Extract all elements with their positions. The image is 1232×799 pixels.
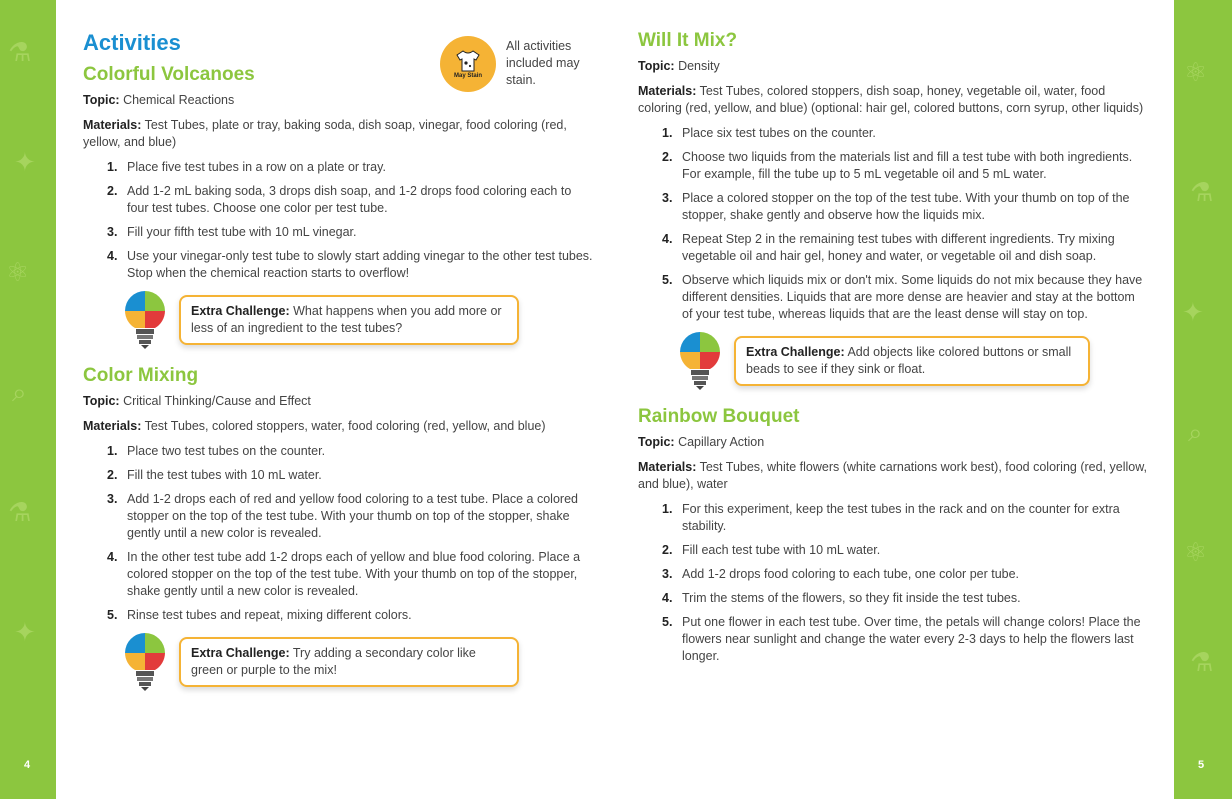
activity-topic: [83, 393, 595, 410]
left-page: [83, 30, 595, 707]
activity-colorful-volcanoes: [83, 64, 595, 351]
materials-value: Test Tubes, plate or tray, baking soda, dish soap, vinegar, food coloring (red, yellow, and blue): [83, 118, 567, 149]
steps-list: [662, 501, 1148, 665]
topic-label: Topic:: [638, 59, 675, 73]
magnifier-doodle-icon: ⌕: [1188, 418, 1203, 448]
activity-materials: [83, 117, 595, 151]
topic-value: Chemical Reactions: [123, 93, 235, 107]
atom-doodle-icon: ⚛: [1184, 58, 1208, 88]
magnifier-doodle-icon: ⌕: [12, 378, 27, 408]
activity-topic: [638, 58, 1148, 75]
materials-value: Test Tubes, white flowers (white carnations work best), food coloring (red, yellow, and blue), water: [638, 460, 1148, 491]
list-item: 4. Use your vinegar-only test tube to slowly start adding vinegar to the other test tubes. Stop when the chemical reaction starts to overflow!: [107, 249, 593, 280]
activity-title: Color Mixing: [83, 365, 199, 386]
stain-badge-label: May Stain: [453, 72, 482, 79]
left-page-border: [0, 0, 56, 799]
list-item: 5. Rinse test tubes and repeat, mixing different colors.: [107, 608, 412, 622]
right-page: [638, 30, 1148, 672]
page-heading: Activities: [83, 30, 181, 55]
challenge-box: Extra Challenge: Try adding a secondary color like green or purple to the mix!: [179, 637, 519, 687]
list-item: 2. Choose two liquids from the materials list and fill a test tube with both ingredients. For example, fill the tube up to 5 mL vegetable oil and 5 mL water.: [662, 150, 1133, 181]
topic-label: Topic:: [83, 93, 120, 107]
materials-value: Test Tubes, colored stoppers, water, food coloring (red, yellow, and blue): [144, 419, 546, 433]
activity-rainbow-bouquet: [638, 406, 1148, 665]
activity-title: Rainbow Bouquet: [638, 406, 800, 427]
extra-challenge: [678, 330, 1148, 392]
flask-doodle-icon: ⚗: [8, 498, 32, 528]
activity-title: Colorful Volcanoes: [83, 64, 255, 85]
stain-notice-text: All activities included may stain.: [506, 39, 580, 87]
list-item: 3. Add 1-2 drops each of red and yellow food coloring to a test tube. Place a colored stopper on the top of the test tube. With your thumb on top of the stopper, shake gently until a new color is revealed.: [107, 492, 578, 540]
atom-doodle-icon: ⚛: [1184, 538, 1208, 568]
list-item: 4. Repeat Step 2 in the remaining test tubes with different ingredients. Try mixing vegetable oil and hair gel, honey and water, or vegetable oil and dish soap.: [662, 232, 1115, 263]
list-item: 1. For this experiment, keep the test tubes in the rack and on the counter for extra stability.: [662, 502, 1120, 533]
topic-value: Critical Thinking/Cause and Effect: [123, 394, 311, 408]
star-doodle-icon: ✦: [14, 618, 36, 648]
materials-label: Materials:: [638, 84, 697, 98]
materials-label: Materials:: [638, 460, 697, 474]
atom-doodle-icon: ⚛: [6, 258, 30, 288]
topic-value: Density: [678, 59, 720, 73]
list-item: 5. Observe which liquids mix or don't mix. Some liquids do not mix because they have different densities. Liquids that are more dense are heavier and stay at the bottom of your test tube, whereas liquids that are the least dense will stay on top.: [662, 273, 1143, 321]
extra-challenge: [123, 631, 595, 693]
list-item: 1. Place six test tubes on the counter.: [662, 126, 876, 140]
list-item: 4. Trim the stems of the flowers, so they fit inside the test tubes.: [662, 591, 1021, 605]
list-item: 2. Fill each test tube with 10 mL water.: [662, 543, 881, 557]
activity-materials: [638, 459, 1148, 493]
list-item: 1. Place five test tubes in a row on a plate or tray.: [107, 160, 386, 174]
topic-value: Capillary Action: [678, 435, 765, 449]
lightbulb-puzzle-icon: [123, 289, 167, 351]
materials-label: Materials:: [83, 419, 142, 433]
list-item: 5. Put one flower in each test tube. Over time, the petals will change colors! Place the flowers near sunlight and change the water every 2-3 days to help the flowers last longer.: [662, 615, 1141, 663]
list-item: 2. Add 1-2 mL baking soda, 3 drops dish soap, and 1-2 drops food coloring each to four test tubes. Choose one color per test tube.: [107, 184, 572, 215]
list-item: 3. Fill your fifth test tube with 10 mL vinegar.: [107, 225, 357, 239]
right-page-border: [1174, 0, 1232, 799]
star-doodle-icon: ✦: [1182, 298, 1204, 328]
materials-value: Test Tubes, colored stoppers, dish soap, honey, vegetable oil, water, food coloring (red, yellow, and blue) (optional: hair gel, colored buttons, corn syrup, other liquids): [638, 84, 1144, 115]
flask-doodle-icon: ⚗: [8, 38, 32, 68]
topic-label: Topic:: [83, 394, 120, 408]
challenge-box: Extra Challenge: What happens when you add more or less of an ingredient to the test tubes?: [179, 295, 519, 345]
extra-challenge: [123, 289, 595, 351]
challenge-box: Extra Challenge: Add objects like colored buttons or small beads to see if they sink or float.: [734, 336, 1090, 386]
steps-list: [662, 125, 1148, 323]
activity-color-mixing: [83, 365, 595, 693]
flask-doodle-icon: ⚗: [1190, 178, 1214, 208]
materials-label: Materials:: [83, 118, 142, 132]
activity-title: Will It Mix?: [638, 30, 738, 51]
topic-label: Topic:: [638, 435, 675, 449]
lightbulb-puzzle-icon: [123, 631, 167, 693]
list-item: 4. In the other test tube add 1-2 drops each of yellow and blue food coloring. Place a colored stopper on the top of the test tube. With your thumb on top of the stopper, shake gently until a new color is revealed.: [107, 550, 581, 598]
page-number-right: 5: [1198, 759, 1205, 771]
page-number-left: 4: [24, 759, 31, 771]
list-item: 3. Add 1-2 drops food coloring to each tube, one color per tube.: [662, 567, 1020, 581]
flask-doodle-icon: ⚗: [1190, 648, 1214, 678]
list-item: 3. Place a colored stopper on the top of the test tube. With your thumb on top of the stopper, shake gently and observe how the liquids mix.: [662, 191, 1130, 222]
activity-topic: [638, 434, 1148, 451]
activity-will-it-mix: [638, 30, 1148, 392]
steps-list: [107, 159, 595, 282]
list-item: 2. Fill the test tubes with 10 mL water.: [107, 468, 322, 482]
activity-materials: [83, 418, 595, 435]
list-item: 1. Place two test tubes on the counter.: [107, 444, 326, 458]
activity-topic: [83, 92, 595, 109]
lightbulb-puzzle-icon: [678, 330, 722, 392]
activity-materials: [638, 83, 1148, 117]
steps-list: [107, 443, 595, 624]
star-doodle-icon: ✦: [14, 148, 36, 178]
